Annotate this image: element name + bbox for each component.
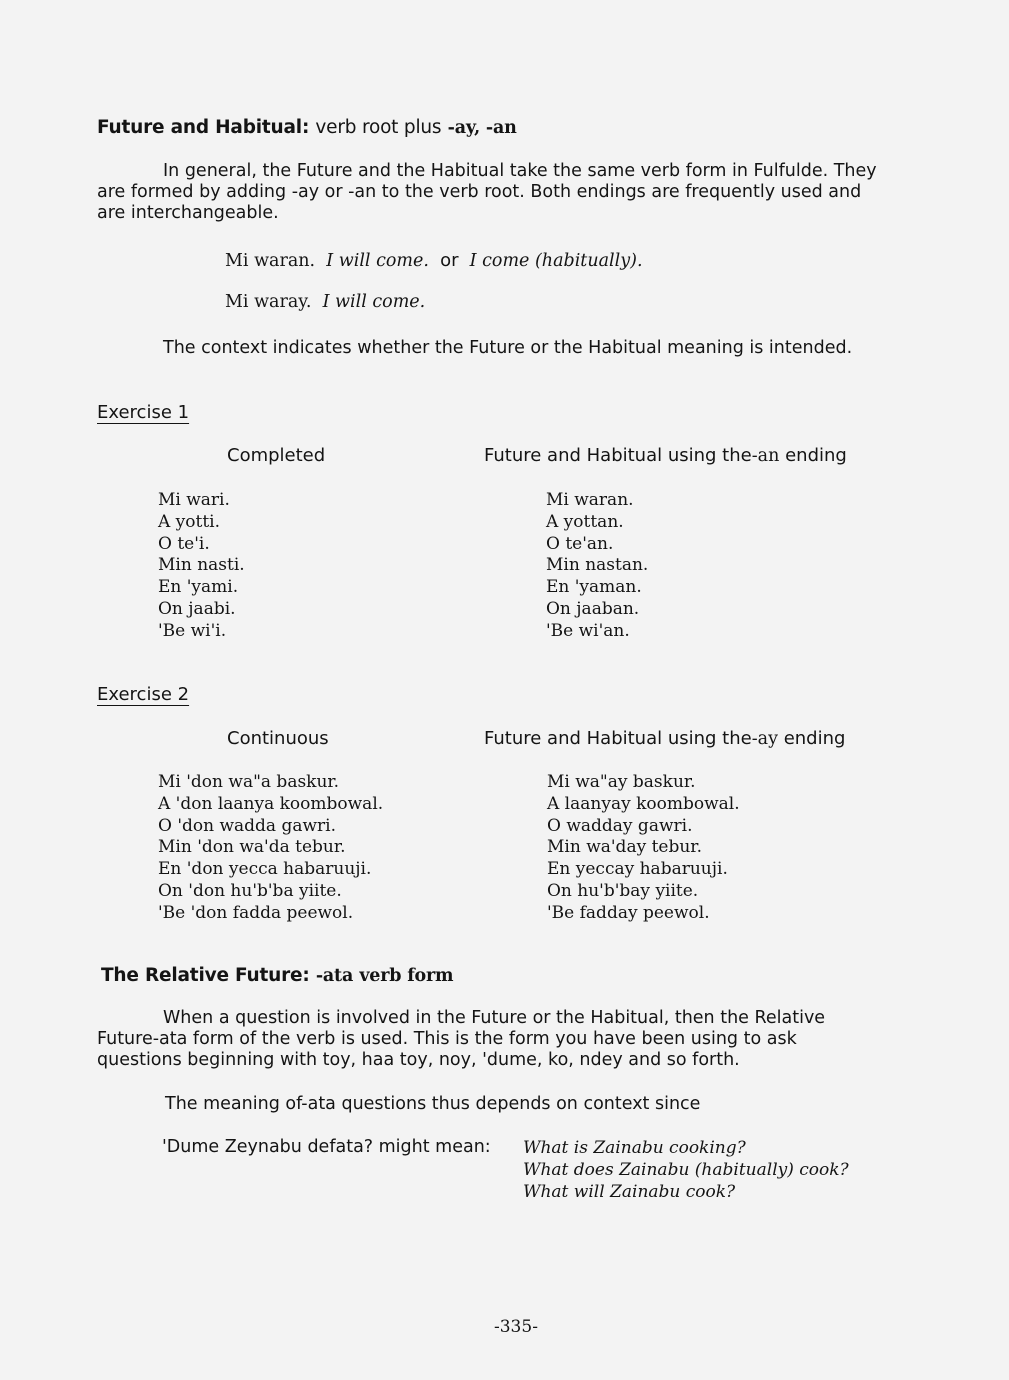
translation-line: What will Zainabu cook?: [523, 1182, 736, 1202]
list-item: Min nastan.: [546, 555, 649, 576]
list-item: En 'yami.: [158, 577, 239, 598]
intro-paragraph: [97, 161, 947, 224]
translation-line: What does Zainabu (habitually) cook?: [523, 1160, 849, 1180]
list-item: A yotti.: [158, 511, 221, 532]
exercise-2-right-list: [547, 772, 740, 925]
example-english: I will come.: [322, 292, 426, 312]
list-item: O te'an.: [546, 533, 614, 554]
list-item: 'Be wi'an.: [546, 620, 630, 641]
paragraph-line: When a question is involved in the Future or the Habitual, then the Relative: [163, 1008, 826, 1028]
exercise-1-right-list: [546, 490, 648, 643]
exercise-2-title: Exercise 2: [97, 684, 190, 705]
example-english: I come (habitually).: [469, 251, 643, 271]
list-item: En 'don yecca habaruuji.: [158, 859, 372, 880]
meaning-note: The meaning of-ata questions thus depends on context since: [165, 1094, 701, 1114]
paragraph-line: are formed by adding -ay or -an to the verb root. Both endings are frequently used and: [97, 182, 862, 202]
heading-endings: -ay, -an: [447, 118, 517, 138]
list-item: O 'don wadda gawri.: [158, 815, 337, 836]
heading-subtitle: verb form: [359, 966, 454, 986]
paragraph-line: questions beginning with toy, haa toy, noy, 'dume, ko, ndey and so forth.: [97, 1050, 740, 1070]
context-note: The context indicates whether the Future or the Habitual meaning is intended.: [163, 338, 853, 358]
example-sentence-1: [225, 250, 643, 271]
exercise-2-right-header: [484, 728, 845, 749]
list-item: A laanyay koombowal.: [547, 793, 740, 814]
header-text: Future and Habitual using the: [484, 445, 752, 466]
exercise-1-right-header: [484, 445, 847, 466]
exercise-2-left-header: Continuous: [227, 728, 329, 749]
example-fulfulde: Mi waran.: [225, 251, 316, 271]
translation-line: What is Zainabu cooking?: [523, 1138, 746, 1158]
heading-ending: -ata: [315, 966, 354, 986]
relative-future-paragraph: [97, 1008, 947, 1071]
list-item: 'Be fadday peewol.: [547, 902, 710, 923]
list-item: Min nasti.: [158, 555, 245, 576]
header-ending: -an: [751, 446, 780, 466]
translations-list: [523, 1137, 849, 1203]
exercise-1-left-header: Completed: [227, 445, 326, 466]
list-item: Mi wari.: [158, 490, 230, 510]
paragraph-line: are interchangeable.: [97, 203, 279, 223]
list-item: On 'don hu'b'ba yiite.: [158, 880, 342, 901]
paragraph-line: Future-ata form of the verb is used. This is the form you have been using to ask: [97, 1029, 797, 1049]
list-item: Min wa'day tebur.: [547, 837, 702, 858]
section-heading-relative-future: [101, 965, 453, 986]
header-text: Future and Habitual using the: [484, 728, 752, 749]
dume-example-prefix: 'Dume Zeynabu defata? might mean:: [162, 1137, 491, 1157]
list-item: On jaabi.: [158, 598, 236, 619]
list-item: Mi waran.: [546, 490, 634, 510]
example-sentence-2: [225, 292, 425, 312]
list-item: A yottan.: [546, 511, 624, 532]
heading-subtitle: verb root plus: [315, 117, 442, 138]
list-item: 'Be 'don fadda peewol.: [158, 902, 354, 923]
list-item: En yeccay habaruuji.: [547, 859, 728, 880]
list-item: O te'i.: [158, 533, 210, 554]
example-fulfulde: Mi waray.: [225, 292, 312, 312]
list-item: En 'yaman.: [546, 577, 642, 598]
list-item: A 'don laanya koombowal.: [158, 793, 384, 814]
list-item: On hu'b'bay yiite.: [547, 880, 699, 901]
exercise-2-left-list: [158, 772, 383, 925]
page-number: -335-: [494, 1317, 538, 1337]
list-item: Mi 'don wa"a baskur.: [158, 772, 340, 792]
list-item: O wadday gawri.: [547, 815, 693, 836]
example-english: I will come.: [326, 251, 429, 271]
header-text: ending: [785, 445, 847, 466]
paragraph-line: In general, the Future and the Habitual take the same verb form in Fulfulde. They: [163, 161, 877, 181]
header-text: ending: [783, 728, 846, 749]
list-item: On jaaban.: [546, 598, 640, 619]
example-or: or: [440, 250, 459, 271]
list-item: Mi wa"ay baskur.: [547, 772, 696, 792]
exercise-1-left-list: [158, 490, 245, 643]
exercise-1-title: Exercise 1: [97, 402, 190, 423]
section-heading-future-habitual: [97, 117, 517, 138]
header-ending: -ay: [751, 729, 778, 749]
heading-title: The Relative Future:: [101, 965, 310, 986]
list-item: 'Be wi'i.: [158, 620, 227, 641]
heading-title: Future and Habitual:: [97, 117, 310, 138]
list-item: Min 'don wa'da tebur.: [158, 837, 346, 858]
